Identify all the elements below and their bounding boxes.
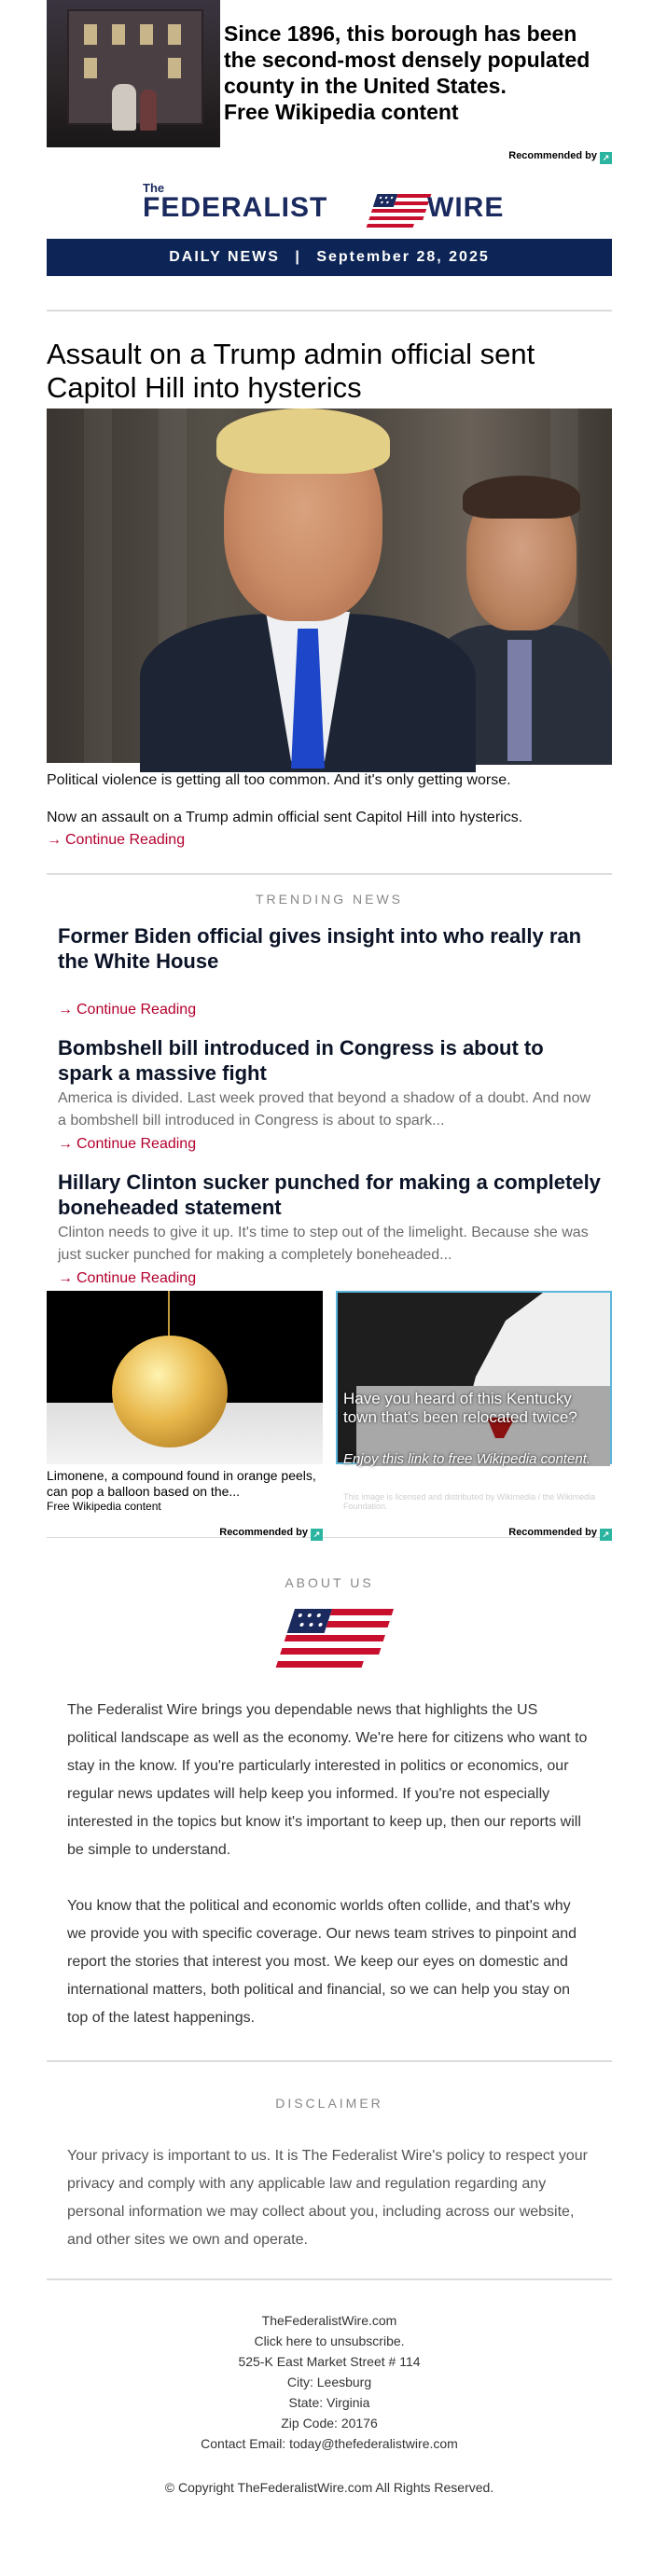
ad-left-title[interactable]: Limonene, a compound found in orange peels, can pop a balloon based on the... [47,1468,316,1499]
top-ad-image[interactable] [47,0,220,147]
arrow-right-icon: → [47,832,62,848]
continue-label[interactable]: Continue Reading [76,1136,197,1152]
ad-left-image[interactable] [47,1291,323,1464]
about-body [47,1697,612,2032]
top-ad-headline-text[interactable]: Since 1896, this borough has been the second-most densely populated county in the United States. [224,21,590,98]
flag-icon [359,192,426,229]
logo-the: The [143,181,165,195]
main-story-headline[interactable]: Assault on a Trump admin official sent Capitol Hill into hysterics [47,338,535,404]
logo-name-1: FEDERALIST [143,192,328,223]
disclaimer-body: Your privacy is important to us. It is The Federalist Wire's policy to respect your privacy and comply with any applicable law and regulation regarding any personal information we may collect about you, including across our website, and other sites we own and operate. [67,2148,588,2248]
recommended-by[interactable] [336,1524,612,1541]
window-shape [112,24,125,45]
arrow-right-icon: → [58,1270,73,1286]
ad-right-note: This image is licensed and distributed by Wikimedia / the Wikimedia Foundation. [343,1492,596,1511]
footer-zip: Zip Code: 20176 [281,2416,378,2431]
ad-right-image[interactable] [336,1291,612,1511]
disclaimer-title: DISCLAIMER [275,2096,383,2111]
recommended-by[interactable] [47,1524,323,1541]
ad-right-title[interactable]: Have you heard of this Kentucky town that's been relocated twice? [343,1390,577,1426]
trending-headline[interactable]: Hillary Clinton sucker punched for making a completely boneheaded statement [58,1170,601,1219]
main-story-body: Now an assault on a Trump admin official sent Capitol Hill into hysterics. [47,810,523,825]
divider [47,873,612,875]
window-shape [140,24,153,45]
unsubscribe-link[interactable]: Click here to unsubscribe. [254,2334,405,2348]
main-story-continue-link[interactable] [47,832,612,849]
person-hair [463,476,580,519]
trending-item [58,1035,601,1153]
main-story-image[interactable] [47,409,612,763]
trending-headline[interactable]: Bombshell bill introduced in Congress is about to spark a massive fight [58,1036,544,1085]
trending-item [58,923,601,1018]
copyright: © Copyright TheFederalistWire.com All Rights Reserved. [164,2480,494,2495]
window-shape [84,24,97,45]
banner-divider: | [295,249,301,265]
continue-label[interactable]: Continue Reading [65,832,186,848]
recommended-by[interactable] [47,147,612,164]
trending-continue-link[interactable] [58,1002,601,1018]
flag-icon [269,1603,390,1678]
sponsored-ad-left[interactable] [47,1291,323,1541]
ad-right-subtitle[interactable]: Enjoy this link to free Wikipedia content. [343,1451,590,1467]
continue-label[interactable]: Continue Reading [76,1270,197,1286]
ad-left-source[interactable]: Free Wikipedia content [47,1500,161,1513]
balloon-shape [112,1336,228,1447]
footer [47,2310,612,2454]
sponsored-ad-right[interactable] [336,1291,612,1541]
sponsored-ads-row [47,1291,612,1541]
recommender-logo-icon[interactable]: ↗ [311,1529,323,1541]
about-paragraph: The Federalist Wire brings you dependable news that highlights the US political landscape as well as the economy. We're here for citizens who want to stay in the know. If you're particularly interested in politics or economics, our regular news updates will help keep you informed. If you're not especially interested in the topics but know it's important to keep up, then our reports will be simple to understand. [67,1702,588,1858]
trending-headline[interactable]: Former Biden official gives insight into who really ran the White House [58,924,582,973]
arrow-right-icon: → [58,1136,73,1152]
top-sponsored-ad[interactable] [47,0,612,147]
recommender-logo-icon[interactable]: ↗ [600,1529,612,1541]
about-paragraph: You know that the political and economic worlds often collide, and that's why we provide you with specific coverage. Our news team strives to pinpoint and report the stories that interest you most. We keep our eyes on domestic and international matters, both political and financial, so we can help you stay on top of the latest happenings. [67,1898,577,2026]
logo-name-2: WIRE [427,192,505,223]
footer-city: City: Leesburg [286,2375,372,2389]
divider [47,2278,612,2280]
recommended-label[interactable]: Recommended by [508,1527,597,1538]
footer-site-link[interactable]: TheFederalistWire.com [261,2313,397,2328]
arrow-right-icon: → [58,1002,73,1018]
main-story-caption: Political violence is getting all too common. And it's only getting worse. [47,772,511,788]
email-container [47,0,612,2495]
window-shape [168,24,181,45]
trending-item [58,1170,601,1287]
trending-list [47,923,612,1287]
window-shape [168,58,181,78]
recommended-label[interactable]: Recommended by [508,150,597,161]
person-hair [216,409,390,474]
continue-label[interactable]: Continue Reading [76,1002,197,1018]
banner-label: DAILY NEWS [169,249,280,265]
trending-excerpt [58,976,601,998]
recommended-label[interactable]: Recommended by [219,1527,308,1538]
federalist-wire-logo[interactable] [47,172,612,237]
about-title: ABOUT US [285,1575,374,1590]
person-tie [507,640,532,761]
top-ad-headline[interactable] [224,21,612,125]
recommender-logo-icon[interactable]: ↗ [600,152,612,164]
trending-excerpt: Clinton needs to give it up. It's time to step out of the limelight. Because she was just sucker punched for making a completely boneheaded... [58,1225,589,1263]
background-shape [84,409,112,763]
daily-news-banner [47,239,612,276]
divider [47,310,612,312]
top-ad-source[interactable]: Free Wikipedia content [224,100,459,124]
footer-email[interactable]: Contact Email: today@thefederalistwire.com [201,2436,458,2451]
person-figure [140,90,157,131]
trending-continue-link[interactable] [58,1270,601,1287]
footer-state: State: Virginia [288,2395,370,2410]
trending-title: TRENDING NEWS [256,892,403,907]
divider [47,2060,612,2062]
trending-excerpt: America is divided. Last week proved that beyond a shadow of a doubt. And now a bombshell bill introduced in Congress is about to spark... [58,1090,591,1129]
window-shape [84,58,97,78]
footer-address: 525-K East Market Street # 114 [238,2354,421,2369]
banner-date: September 28, 2025 [316,249,490,265]
person-figure [112,84,136,131]
trending-continue-link[interactable] [58,1136,601,1153]
